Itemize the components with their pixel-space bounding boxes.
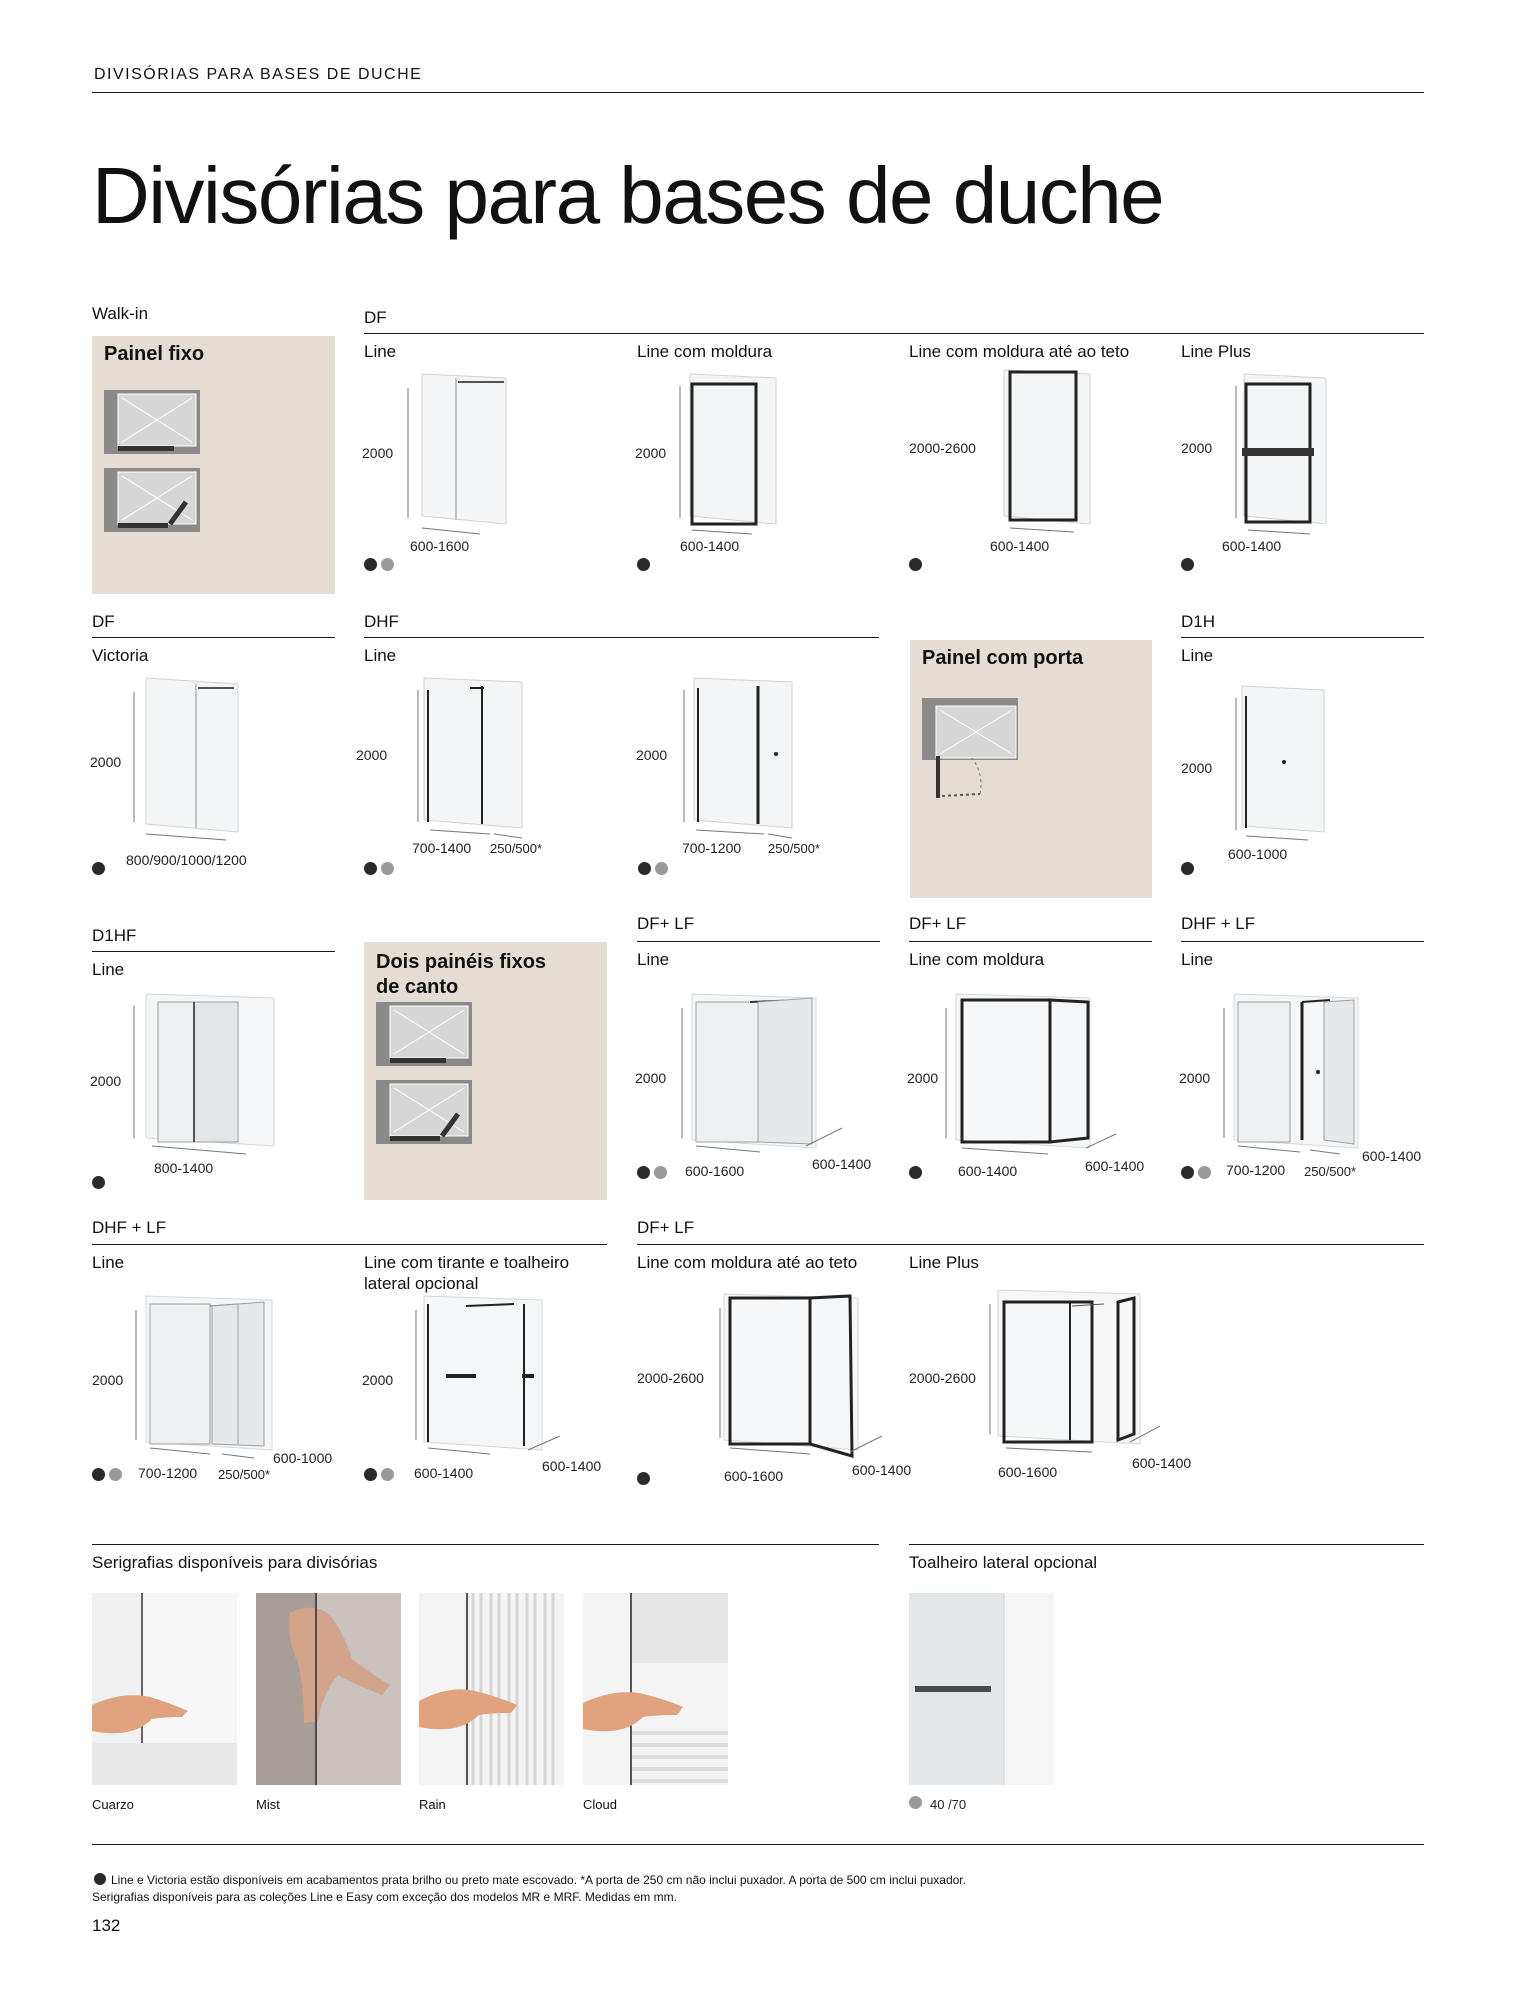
texture-mist [256,1593,401,1785]
product-name-line1: Line com tirante e toalheiro [364,1253,570,1272]
silver-finish-dot [1198,1166,1211,1179]
black-finish-dot [638,862,651,875]
product-image-line-plus [1232,368,1342,538]
silver-finish-dot [655,862,668,875]
group-label: DF+ LF [637,1218,695,1237]
group-df-label: DF [364,308,387,327]
silver-finish-dot [381,862,394,875]
serigrafias-title: Serigrafias disponíveis para divisórias [92,1553,378,1572]
width-label: 600-1600 [724,1468,784,1484]
height-label: 2000 [92,1372,124,1388]
product-image-tirante-toalheiro [410,1290,570,1470]
footnote-bullet [94,1873,106,1885]
height-label: 2000 [1181,440,1213,456]
toalheiro-finish [909,1796,922,1809]
product-image-dflf-line [676,988,846,1168]
side-width-label: 600-1400 [1362,1148,1422,1164]
side-width-label: 600-1400 [542,1458,602,1474]
product-image-d1hf-line [128,988,278,1168]
finish-options [637,1472,650,1485]
side-width-label: 600-1400 [1132,1455,1192,1471]
toalheiro-image-graphic [909,1593,1054,1785]
black-finish-dot [94,1873,106,1885]
height-label: 2000 [635,1070,667,1086]
product-name: Line com moldura até ao teto [909,342,1130,361]
group-dhf-label: DHF [364,612,399,631]
texture-rain-image [419,1593,564,1785]
black-finish-dot [637,1472,650,1485]
black-finish-dot [364,862,377,875]
product-image-dhflf-line [1220,988,1380,1168]
corner-panels-plan-diagram [376,1000,476,1150]
silver-finish-dot [381,558,394,571]
height-label: 2000 [1181,760,1213,776]
side-width-label: 600-1400 [812,1156,872,1172]
width-label: 600-1600 [685,1163,745,1179]
finish-options [637,1166,667,1179]
height-label: 2000 [635,445,667,461]
black-finish-dot [364,1468,377,1481]
black-finish-dot [1181,862,1194,875]
group-rule [637,941,880,942]
black-finish-dot [92,1176,105,1189]
group-df-label: DF [92,612,115,631]
page-title: Divisórias para bases de duche [92,151,1164,240]
section-label: DIVISÓRIAS PARA BASES DE DUCHE [94,66,423,83]
texture-label: Cuarzo [92,1797,134,1812]
finish-options [1181,1166,1211,1179]
silver-finish-dot [654,1166,667,1179]
finish-options [92,862,105,875]
group-rule [637,1244,1424,1245]
product-image-dflf-teto [716,1288,886,1468]
product-name: Line [1181,646,1214,665]
width-label: 600-1400 [958,1163,1018,1179]
product-name: Line [92,1253,125,1272]
width-label: 600-1400 [414,1465,474,1481]
toalheiro-image [909,1593,1054,1785]
serigrafias-rule [92,1544,879,1545]
product-image-line-moldura-teto [990,366,1100,536]
door-width-label: 250/500* [1304,1164,1357,1179]
header-rule [92,92,1424,93]
texture-label: Mist [256,1797,280,1812]
finish-options [364,1468,394,1481]
height-label: 2000 [362,1372,394,1388]
black-finish-dot [92,1468,105,1481]
product-name: Line com moldura [909,950,1045,969]
finish-options [92,1176,105,1189]
width-label: 600-1600 [410,538,470,554]
height-label: 2000-2600 [909,1370,976,1386]
width-label: 800/900/1000/1200 [126,852,247,868]
product-name: Line com moldura até ao teto [637,1253,858,1272]
panel-door-plan-diagram [920,696,1030,806]
group-label: DHF + LF [92,1218,167,1237]
product-name: Line Plus [909,1253,979,1272]
group-label: DF+ LF [909,914,967,933]
side-width-label: 600-1000 [273,1450,333,1466]
walkin-category: Walk-in [92,304,149,323]
width-label: 600-1600 [998,1464,1058,1480]
group-label: DF+ LF [637,914,695,933]
group-rule [364,637,879,638]
black-finish-dot [909,1166,922,1179]
texture-cloud [583,1593,728,1785]
texture-label: Cloud [583,1797,617,1812]
width-label: 700-1200 [682,840,742,856]
product-name-line2: lateral opcional [364,1274,479,1293]
width-label: 600-1000 [1228,846,1288,862]
black-finish-dot [909,558,922,571]
product-image-line [400,368,510,538]
black-finish-dot [1181,1166,1194,1179]
finish-options [909,558,922,571]
texture-label: Rain [419,1797,446,1812]
product-image-dflf-plus [984,1284,1164,1464]
texture-mist-image [256,1593,401,1785]
black-finish-dot [364,558,377,571]
finish-options [92,1468,122,1481]
group-rule [1181,637,1424,638]
product-image-dflf-moldura [940,988,1120,1168]
texture-cuarzo [92,1593,237,1785]
door-width-label: 250/500* [768,841,821,856]
walkin-panel-title: Painel fixo [104,343,205,365]
product-image-dhf-line-1 [410,672,530,842]
group-rule [1181,941,1424,942]
width-label: 600-1400 [990,538,1050,554]
product-name: Line Plus [1181,342,1251,361]
black-finish-dot [637,1166,650,1179]
finish-options [364,862,394,875]
finish-options [1181,558,1194,571]
height-label: 2000-2600 [637,1370,704,1386]
product-image-victoria [126,672,246,852]
product-name: Line [92,960,125,979]
product-image-dhflf-line-2 [130,1290,290,1470]
group-rule [92,1244,607,1245]
door-width-label: 250/500* [490,841,543,856]
silver-finish-dot [909,1796,922,1809]
width-label: 600-1400 [1222,538,1282,554]
fixed-panel-plan-diagram [104,390,204,535]
product-image-line-com-moldura [672,368,782,538]
toalheiro-title: Toalheiro lateral opcional [909,1553,1098,1572]
width-label: 800-1400 [154,1160,214,1176]
finish-options [638,862,668,875]
height-label: 2000 [90,754,122,770]
group-d1h-label: D1H [1181,612,1216,631]
footnote-line1: Line e Victoria estão disponíveis em acabamentos prata brilho ou preto mate escovado. *A porta de 250 cm não inclui puxador. A porta de 500 cm inclui puxador. [111,1873,966,1887]
product-image-dhf-line-2 [680,672,800,842]
silver-finish-dot [109,1468,122,1481]
black-finish-dot [1181,558,1194,571]
height-label: 2000 [1179,1070,1211,1086]
product-name: Line [1181,950,1214,969]
side-width-label: 600-1400 [852,1462,912,1478]
product-name: Line [364,646,397,665]
product-name: Line com moldura [637,342,773,361]
side-width-label: 600-1400 [1085,1158,1145,1174]
corner-panels-title-1: Dois painéis fixos [376,951,547,973]
finish-options [364,558,394,571]
product-name: Line [637,950,670,969]
toalheiro-size: 40 /70 [930,1797,967,1812]
product-name: Line [364,342,397,361]
corner-panels-title-2: de canto [376,976,459,998]
group-d1hf-label: D1HF [92,926,137,945]
texture-cloud-image [583,1593,728,1785]
black-finish-dot [637,558,650,571]
group-df-rule [364,333,1424,334]
height-label: 2000 [907,1070,939,1086]
toalheiro-rule [909,1544,1424,1545]
width-label: 700-1200 [138,1465,198,1481]
height-label: 2000-2600 [909,440,976,456]
finish-options [1181,862,1194,875]
page-number: 132 [92,1916,121,1935]
height-label: 2000 [636,747,668,763]
silver-finish-dot [381,1468,394,1481]
width-label: 700-1400 [412,840,472,856]
group-rule [92,637,335,638]
group-rule [92,951,335,952]
width-label: 600-1400 [680,538,740,554]
group-rule [909,941,1152,942]
width-label: 700-1200 [1226,1162,1286,1178]
group-label: DHF + LF [1181,914,1256,933]
panel-door-title: Painel com porta [922,647,1084,669]
black-finish-dot [92,862,105,875]
door-width-label: 250/500* [218,1467,271,1482]
footnote-line2: Serigrafias disponíveis para as coleções Line e Easy com exceção dos modelos MR e MRF. Medidas em mm. [92,1890,677,1904]
finish-options [909,1166,922,1179]
texture-cuarzo-image [92,1593,237,1785]
height-label: 2000 [356,747,388,763]
texture-rain [419,1593,564,1785]
height-label: 2000 [90,1073,122,1089]
footer-rule [92,1844,1424,1845]
height-label: 2000 [362,445,394,461]
product-image-d1h-line [1228,680,1338,850]
product-name: Victoria [92,646,149,665]
finish-options [637,558,650,571]
